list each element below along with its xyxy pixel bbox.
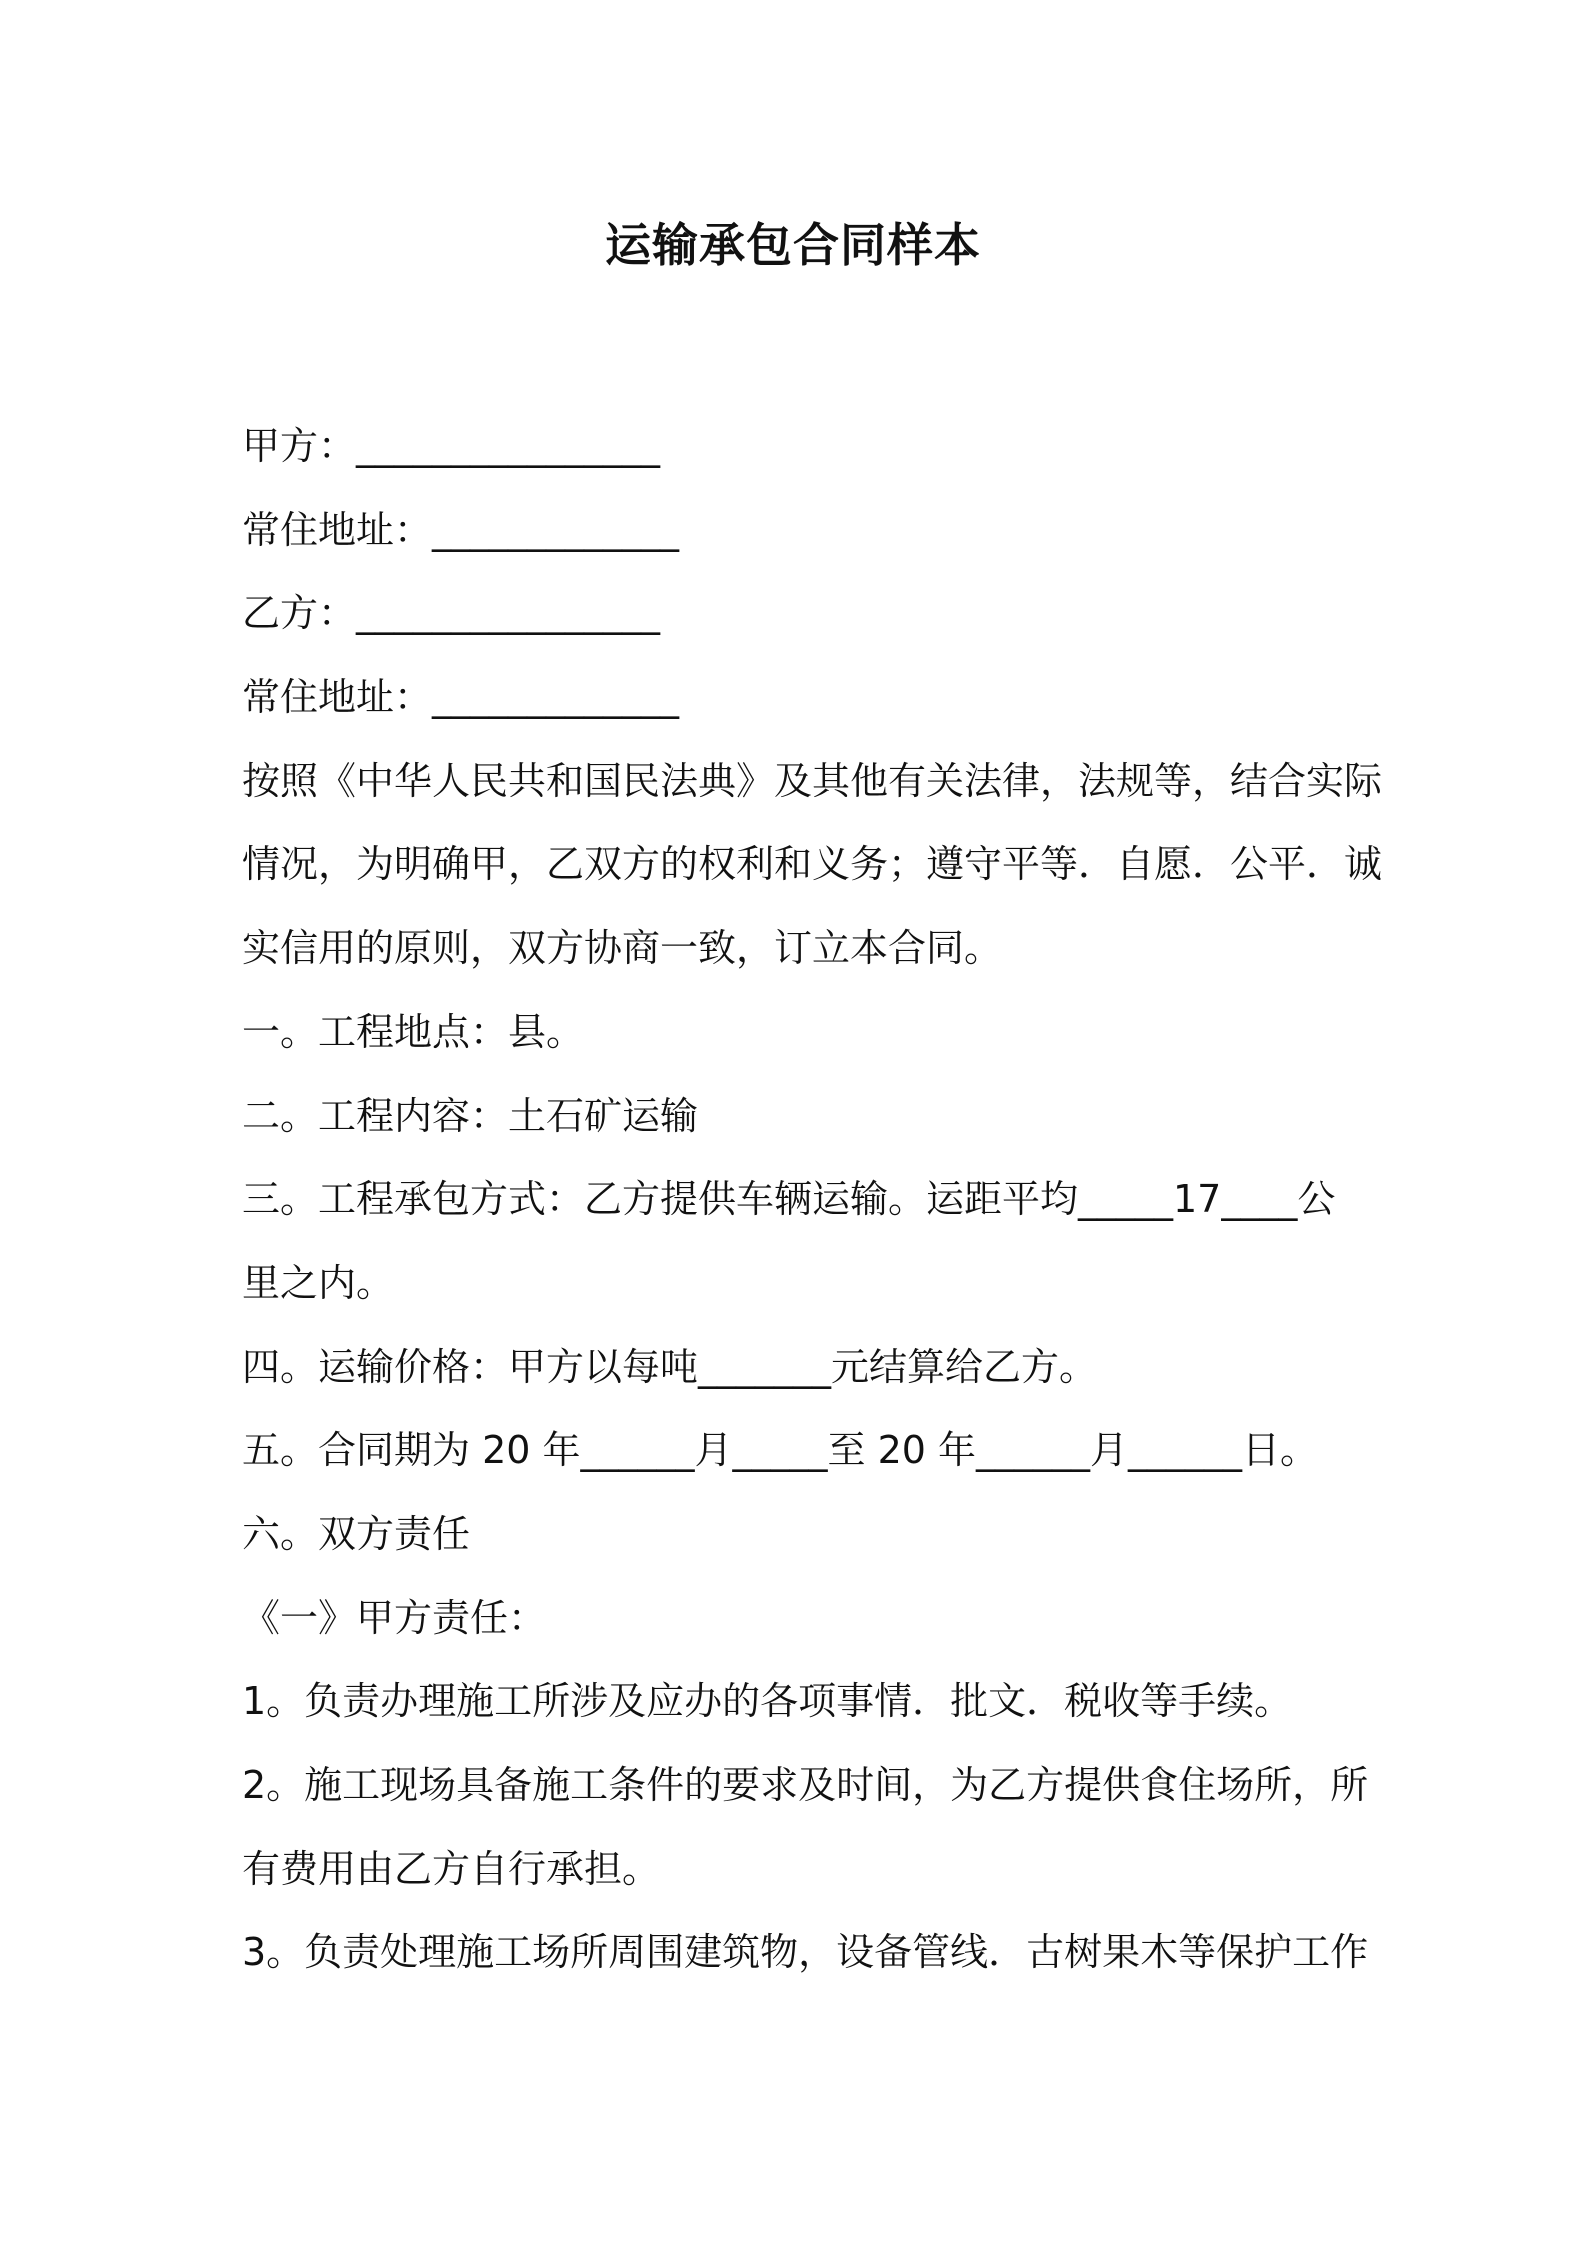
clause-3-method-line-1: 三。工程承包方式：乙方提供车辆运输。运距平均_____17____公 — [242, 1177, 1336, 1222]
document-title: 运输承包合同样本 — [605, 218, 981, 272]
clause-2-content: 二。工程内容：土石矿运输 — [242, 1093, 699, 1138]
item-1-line: 1。负责办理施工所涉及应办的各项事情．批文．税收等手续。 — [242, 1679, 1293, 1724]
preamble-line-3: 实信用的原则，双方协商一致，订立本合同。 — [242, 926, 1003, 971]
preamble-line-2: 情况，为明确甲，乙双方的权利和义务；遵守平等．自愿．公平．诚 — [242, 842, 1383, 887]
item-2-line-1: 2。施工现场具备施工条件的要求及时间，为乙方提供食住场所，所 — [242, 1763, 1369, 1807]
party-a-address-line: 常住地址：_____________ — [242, 507, 680, 552]
item-3-line-1: 3。负责处理施工场所周围建筑物，设备管线．古树果木等保护工作 — [242, 1930, 1369, 1975]
item-2-line-2: 有费用由乙方自行承担。 — [242, 1846, 661, 1891]
party-b-line: 乙方：________________ — [242, 591, 661, 636]
clause-5-term: 五。合同期为 20 年______月_____至 20 年______月______日。 — [242, 1428, 1319, 1473]
clause-6-responsibilities: 六。双方责任 — [242, 1511, 471, 1556]
party-b-address-line: 常住地址：_____________ — [242, 675, 680, 720]
section-party-a-responsibilities: 《一》甲方责任： — [242, 1595, 547, 1640]
clause-1-location: 一。工程地点：县。 — [242, 1009, 585, 1054]
document-body — [242, 405, 1383, 1995]
party-a-line: 甲方：________________ — [242, 424, 661, 468]
clause-4-price: 四。运输价格：甲方以每吨_______元结算给乙方。 — [242, 1344, 1098, 1389]
preamble-line-1: 按照《中华人民共和国民法典》及其他有关法律，法规等，结合实际 — [242, 758, 1383, 803]
clause-3-method-line-2: 里之内。 — [242, 1260, 395, 1305]
